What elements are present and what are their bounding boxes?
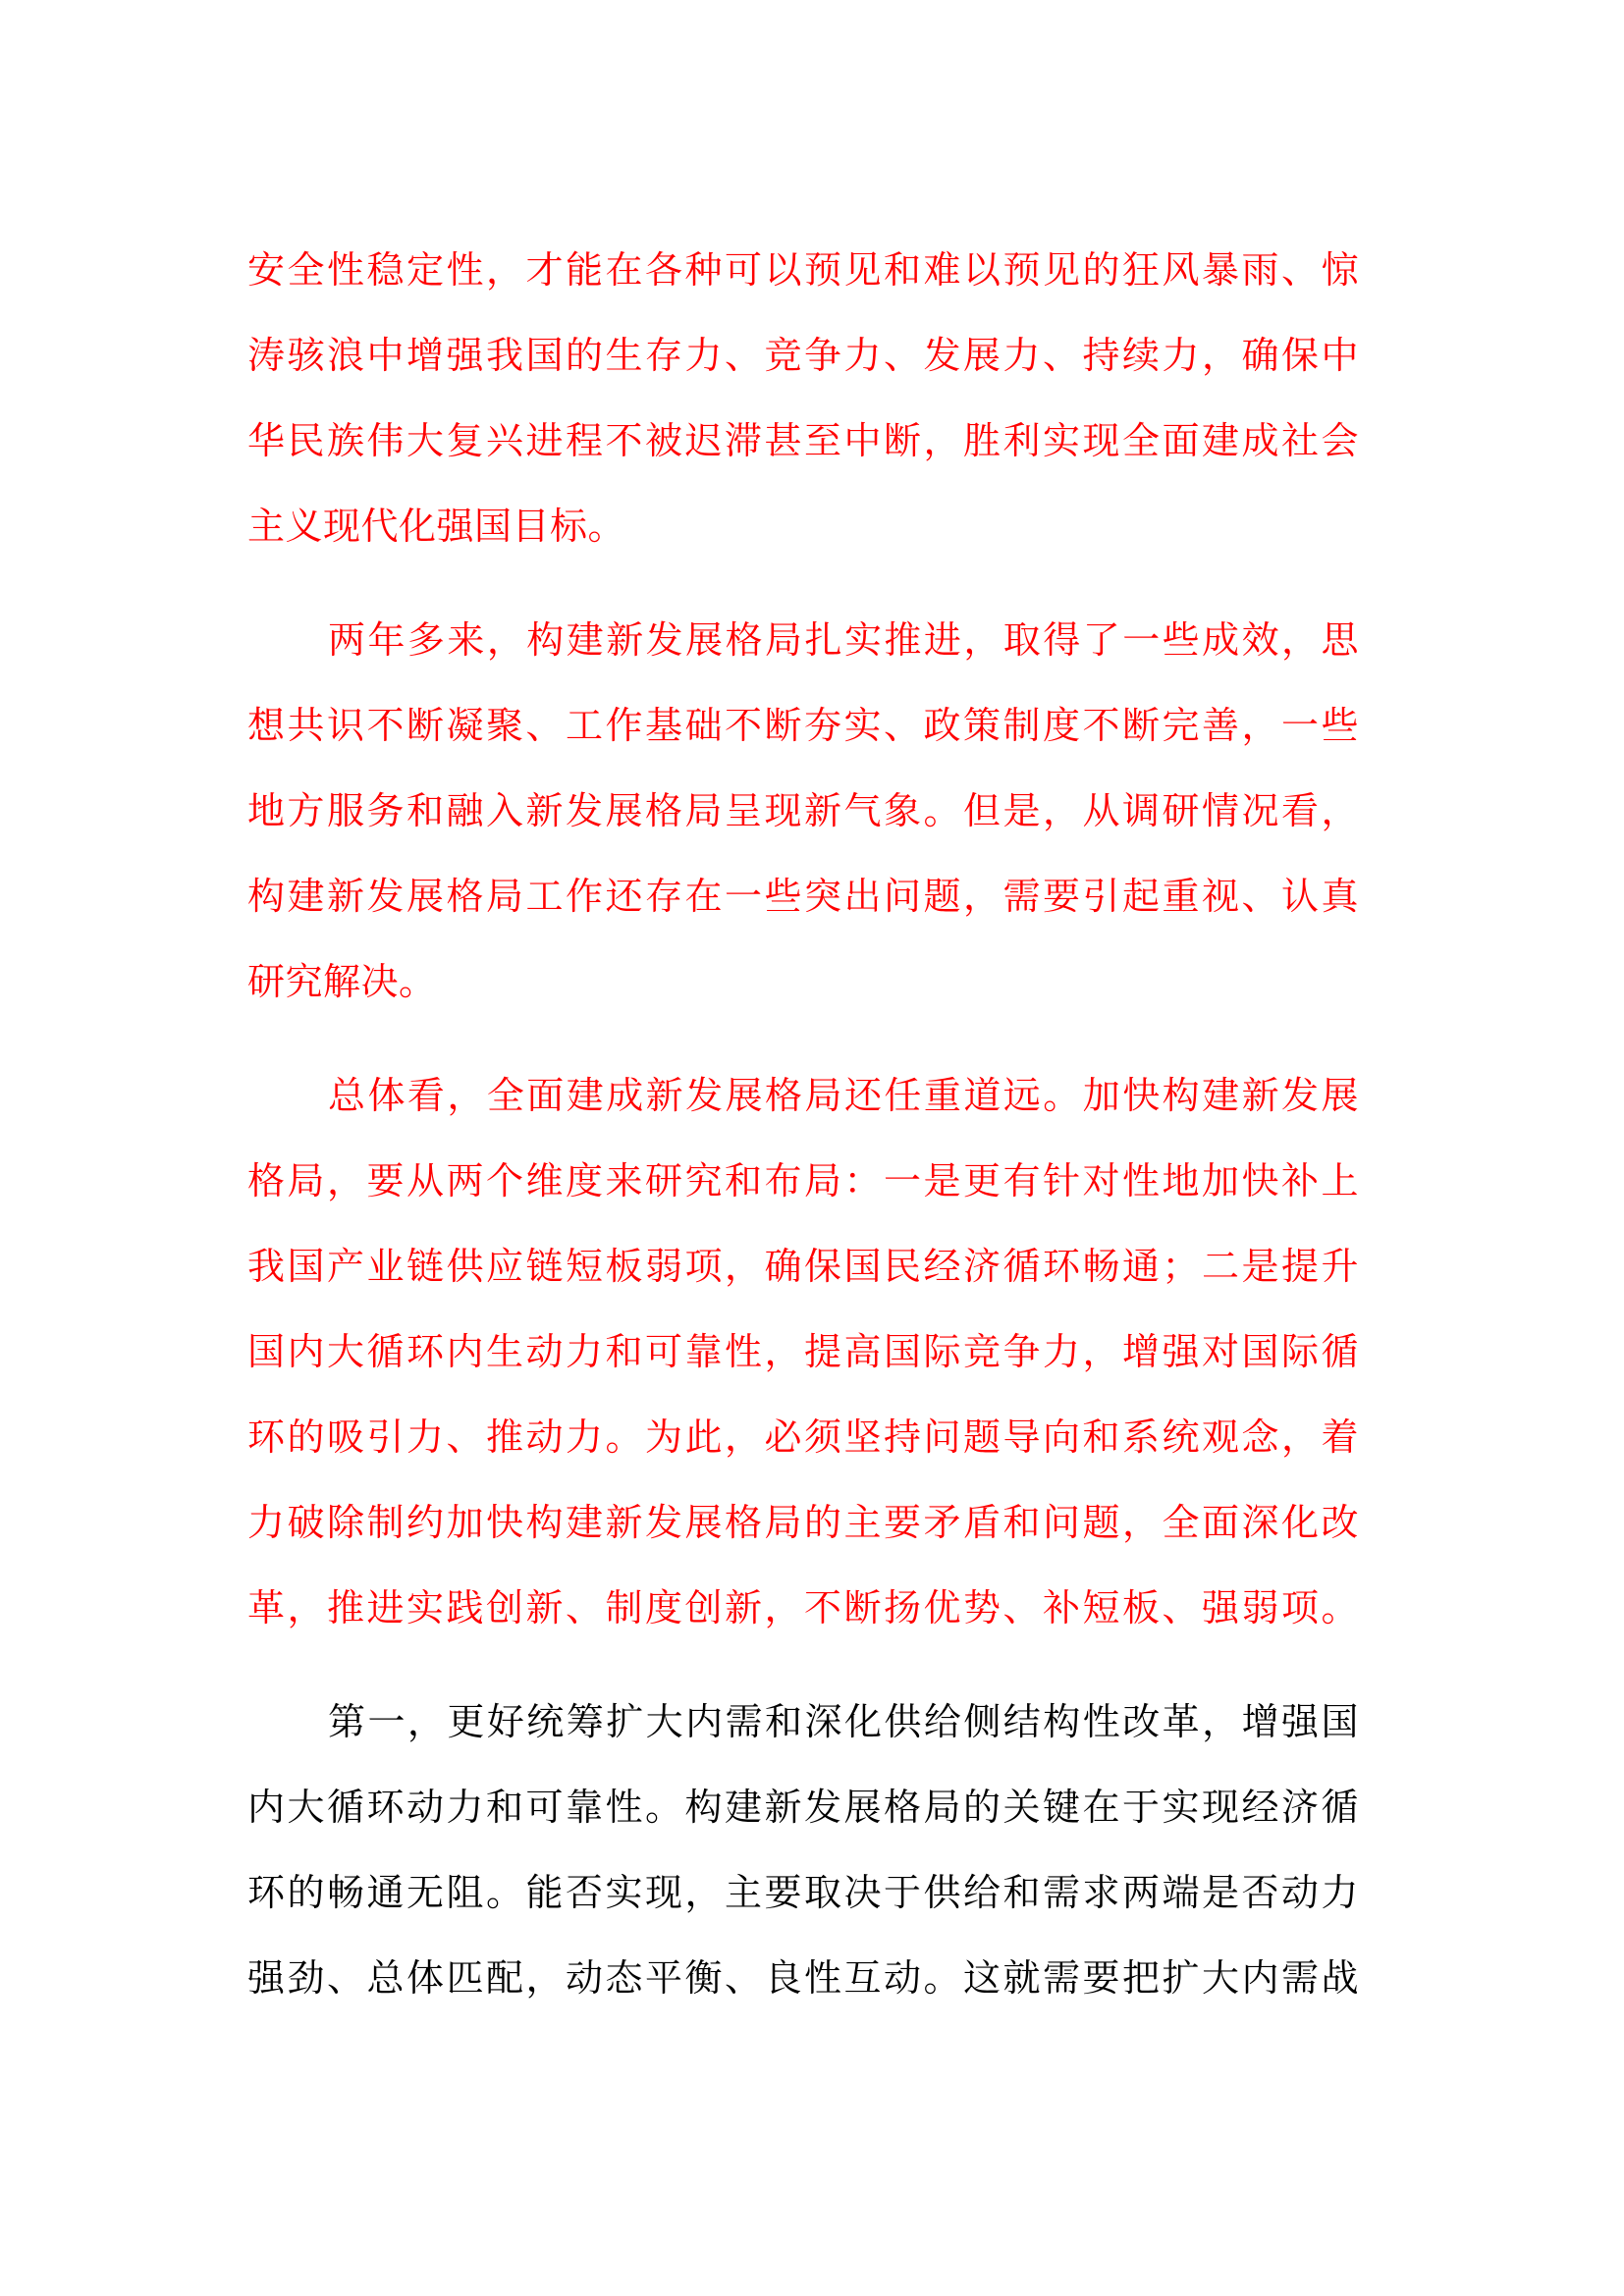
text-line: 革，推进实践创新、制度创新，不断扬优势、补短板、强弱项。 — [247, 1586, 1359, 1629]
text-line: 环的畅通无阻。能否实现，主要取决于供给和需求两端是否动力 — [247, 1871, 1359, 1914]
paragraph-1 — [247, 228, 1359, 569]
text-line: 安全性稳定性，才能在各种可以预见和难以预见的狂风暴雨、惊 — [247, 248, 1359, 292]
text-line: 两年多来，构建新发展格局扎实推进，取得了一些成效，思 — [328, 618, 1359, 662]
text-line: 国内大循环内生动力和可靠性，提高国际竞争力，增强对国际循 — [247, 1330, 1359, 1373]
text-line: 第一，更好统筹扩大内需和深化供给侧结构性改革，增强国 — [328, 1700, 1359, 1743]
text-line: 环的吸引力、推动力。为此，必须坚持问题导向和系统观念，着 — [247, 1415, 1359, 1459]
text-line: 研究解决。 — [247, 960, 437, 1003]
text-line: 涛骇浪中增强我国的生存力、竞争力、发展力、持续力，确保中 — [247, 334, 1359, 377]
text-line: 力破除制约加快构建新发展格局的主要矛盾和问题，全面深化改 — [247, 1501, 1359, 1544]
paragraph-3 — [247, 1053, 1359, 1651]
text-line: 想共识不断凝聚、工作基础不断夯实、政策制度不断完善，一些 — [247, 704, 1359, 747]
text-line: 主义现代化强国目标。 — [247, 505, 626, 548]
text-line: 地方服务和融入新发展格局呈现新气象。但是，从调研情况看， — [247, 789, 1359, 832]
text-line: 内大循环动力和可靠性。构建新发展格局的关键在于实现经济循 — [247, 1786, 1359, 1829]
document-body — [247, 228, 1359, 2050]
paragraph-4 — [247, 1680, 1359, 2021]
text-line: 格局，要从两个维度来研究和布局：一是更有针对性地加快补上 — [247, 1159, 1359, 1202]
text-line: 强劲、总体匹配，动态平衡、良性互动。这就需要把扩大内需战 — [247, 1956, 1359, 2000]
text-line: 我国产业链供应链短板弱项，确保国民经济循环畅通；二是提升 — [247, 1245, 1359, 1288]
text-line: 总体看，全面建成新发展格局还任重道远。加快构建新发展 — [328, 1074, 1359, 1117]
paragraph-2 — [247, 598, 1359, 1025]
text-line: 华民族伟大复兴进程不被迟滞甚至中断，胜利实现全面建成社会 — [247, 419, 1359, 462]
text-line: 构建新发展格局工作还存在一些突出问题，需要引起重视、认真 — [247, 875, 1359, 918]
